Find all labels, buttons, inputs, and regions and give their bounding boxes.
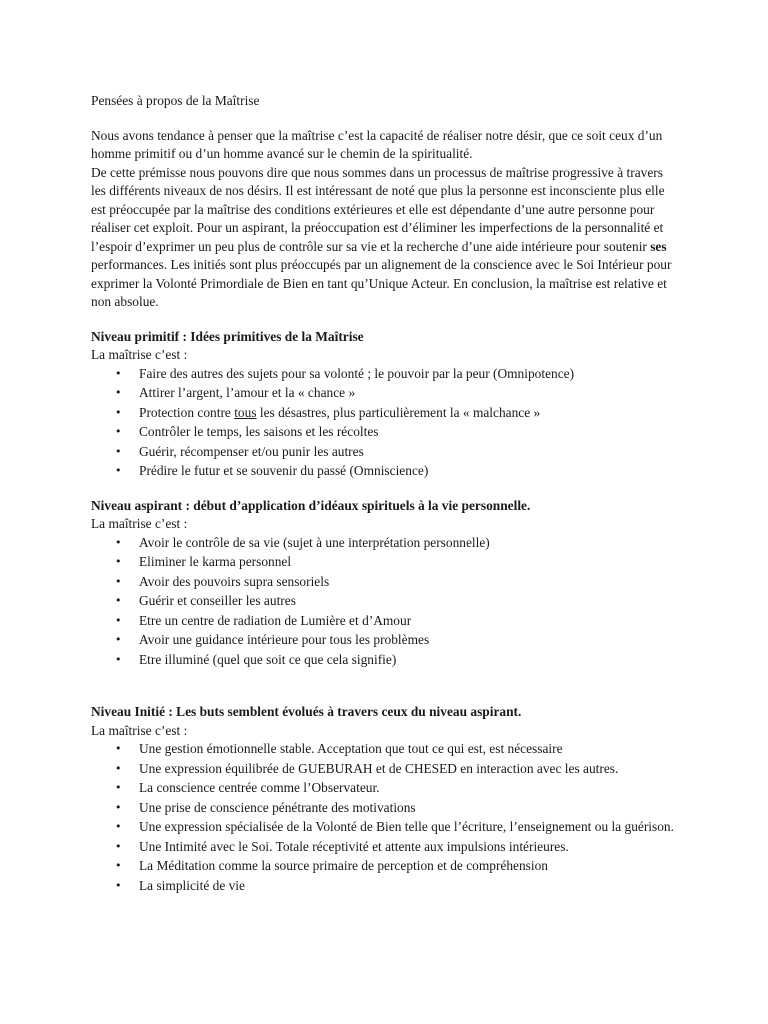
intro-block bbox=[91, 127, 681, 312]
bullet-icon: • bbox=[115, 820, 122, 833]
bullet-icon: • bbox=[115, 425, 122, 438]
bullet-icon: • bbox=[115, 444, 122, 458]
list-item-text: Prédire le futur et se souvenir du passé (Omniscience) bbox=[139, 463, 429, 478]
list-item bbox=[91, 443, 681, 462]
section-primitive bbox=[91, 328, 681, 481]
list-item-text: Contrôler le temps, les saisons et les récoltes bbox=[139, 424, 379, 439]
list-item-text-underlined: tous bbox=[234, 404, 257, 420]
section-heading: Niveau primitif : Idées primitives de la Maîtrise bbox=[91, 328, 364, 344]
list-item-text: Une Intimité avec le Soi. Totale réceptivité et attente aux impulsions intérieures. bbox=[139, 838, 569, 854]
section-heading: Niveau Initié : Les buts semblent évolués à travers ceux du niveau aspirant. bbox=[91, 704, 522, 719]
list-item bbox=[91, 631, 681, 650]
list-item-text: Avoir une guidance intérieure pour tous les problèmes bbox=[139, 632, 430, 647]
section-lead: La maîtrise c’est : bbox=[91, 722, 188, 738]
list-item-text: Une prise de conscience pénétrante des motivations bbox=[139, 799, 416, 815]
list-item-text: Guérir, récompenser et/ou punir les autres bbox=[139, 443, 364, 459]
bullet-list bbox=[91, 740, 681, 895]
list-item bbox=[91, 592, 681, 611]
list-item-text-a: Protection contre bbox=[139, 404, 235, 420]
list-item bbox=[91, 740, 681, 759]
section-aspirant bbox=[91, 497, 681, 670]
list-item-text: Guérir et conseiller les autres bbox=[139, 593, 296, 608]
list-item bbox=[91, 857, 681, 876]
document-title: Pensées à propos de la Maîtrise bbox=[91, 93, 260, 108]
intro-paragraph-2-part-a: De cette prémisse nous pouvons dire que nous sommes dans un processus de maîtrise progressive à travers les différents niveaux de nos désirs. Il est intéressant de noté que plus la personne est inconsciente plus elle est préoccupée par la maîtrise des conditions extérieures et elle est dépendante d’une autre personne pour réaliser cet exploit. Pour un aspirant, la préoccupation est d’éliminer les imperfections de la personnalité et l’espoir d’exprimer un peu plus de contrôle sur sa vie et la recherche d’une aide intérieure pour soutenir bbox=[91, 164, 665, 254]
bullet-icon: • bbox=[115, 574, 122, 588]
bullet-icon: • bbox=[115, 859, 122, 872]
bullet-icon: • bbox=[115, 535, 122, 549]
bullet-list bbox=[91, 365, 681, 481]
list-item-text-b: les désastres, plus particulièrement la « malchance » bbox=[256, 404, 541, 420]
list-item bbox=[91, 651, 681, 670]
list-item bbox=[91, 553, 681, 572]
bullet-icon: • bbox=[115, 386, 122, 399]
section-heading: Niveau aspirant : début d’application d’idéaux spirituels à la vie personnelle. bbox=[91, 497, 531, 513]
list-item-text: Etre illuminé (quel que soit ce que cela signifie) bbox=[139, 651, 397, 667]
list-item-text: La conscience centrée comme l’Observateur. bbox=[139, 780, 380, 795]
list-item-text: Eliminer le karma personnel bbox=[139, 554, 292, 569]
list-item-text: Une expression spécialisée de la Volonté de Bien telle que l’écriture, l’enseignement ou la guérison. bbox=[139, 819, 674, 834]
list-item bbox=[91, 612, 681, 631]
list-item bbox=[91, 462, 681, 481]
list-item bbox=[91, 818, 681, 837]
bullet-icon: • bbox=[115, 613, 122, 627]
list-item bbox=[91, 779, 681, 798]
bullet-icon: • bbox=[115, 555, 122, 568]
list-item-text: Avoir le contrôle de sa vie (sujet à une interprétation personnelle) bbox=[139, 534, 490, 550]
list-item-text: La Méditation comme la source primaire de perception et de compréhension bbox=[139, 858, 549, 873]
list-item bbox=[91, 799, 681, 818]
bullet-icon: • bbox=[115, 464, 122, 477]
list-item-text: Avoir des pouvoirs supra sensoriels bbox=[139, 573, 330, 589]
bullet-icon: • bbox=[115, 800, 122, 814]
section-lead: La maîtrise c’est : bbox=[91, 347, 188, 362]
list-item bbox=[91, 573, 681, 592]
list-item bbox=[91, 877, 681, 896]
intro-paragraph-2-part-b: performances. Les initiés sont plus préoccupés par un alignement de la conscience avec le Soi Intérieur pour exprimer la Volonté Primordiale de Bien en tant qu’Unique Acteur. En conclusion, la maîtrise est relative et non absolue. bbox=[91, 257, 672, 309]
intro-paragraph-2-bold: ses bbox=[650, 238, 667, 254]
list-item-text: Une expression équilibrée de GUEBURAH et de CHESED en interaction avec les autres. bbox=[139, 760, 619, 776]
intro-paragraph-2 bbox=[91, 164, 681, 312]
list-item bbox=[91, 423, 681, 442]
list-item bbox=[91, 838, 681, 857]
list-item bbox=[91, 534, 681, 553]
list-item bbox=[91, 760, 681, 779]
list-item-text: Etre un centre de radiation de Lumière et d’Amour bbox=[139, 612, 412, 628]
section-lead: La maîtrise c’est : bbox=[91, 516, 188, 531]
intro-paragraph-1: Nous avons tendance à penser que la maîtrise c’est la capacité de réaliser notre désir, que ce soit ceux d’un homme primitif ou d’un homme avancé sur le chemin de la spiritualité. bbox=[91, 127, 663, 161]
bullet-icon: • bbox=[115, 594, 122, 607]
bullet-icon: • bbox=[115, 839, 122, 853]
list-item bbox=[91, 384, 681, 403]
list-item-text: Faire des autres des sujets pour sa volonté ; le pouvoir par la peur (Omnipotence) bbox=[139, 365, 575, 381]
list-item bbox=[91, 404, 681, 423]
bullet-icon: • bbox=[115, 761, 122, 775]
list-item-text: La simplicité de vie bbox=[139, 877, 245, 893]
bullet-icon: • bbox=[115, 781, 122, 794]
list-item bbox=[91, 365, 681, 384]
bullet-icon: • bbox=[115, 878, 122, 892]
bullet-list bbox=[91, 534, 681, 670]
bullet-icon: • bbox=[115, 366, 122, 380]
bullet-icon: • bbox=[115, 652, 122, 666]
list-item-text: Une gestion émotionnelle stable. Acceptation que tout ce qui est, est nécessaire bbox=[139, 741, 563, 756]
list-item-text: Attirer l’argent, l’amour et la « chance » bbox=[139, 385, 356, 400]
document-body bbox=[91, 92, 681, 896]
bullet-icon: • bbox=[115, 633, 122, 646]
bullet-icon: • bbox=[115, 742, 122, 755]
bullet-icon: • bbox=[115, 405, 122, 419]
section-initie bbox=[91, 703, 681, 895]
